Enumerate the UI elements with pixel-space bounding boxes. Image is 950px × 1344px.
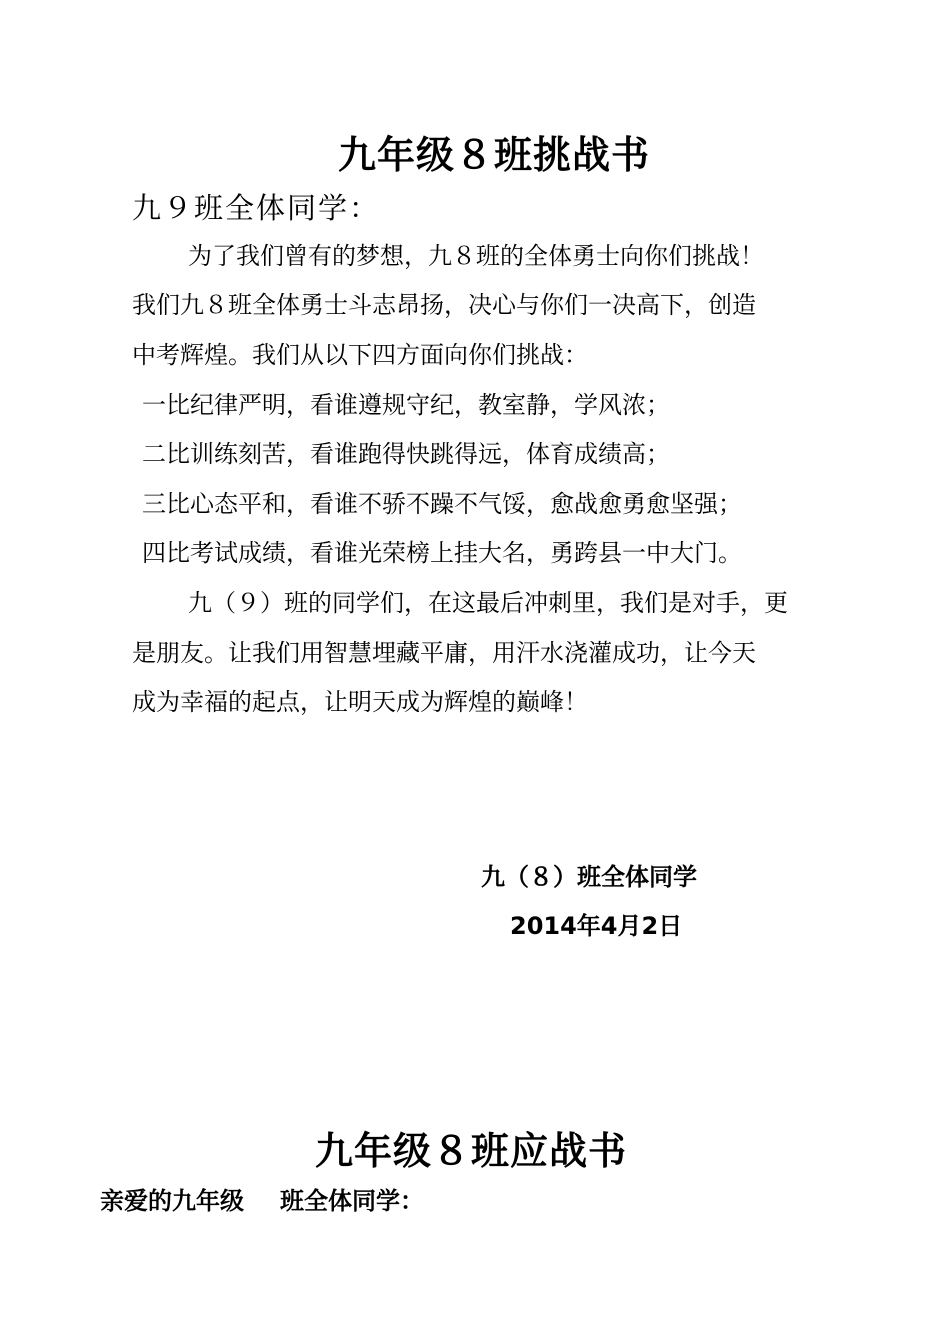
body-line: 中考辉煌。我们从以下四方面向你们挑战： — [132, 341, 588, 369]
body-line: 成为幸福的起点，让明天成为辉煌的巅峰！ — [132, 688, 588, 716]
body-line: 是朋友。让我们用智慧埋藏平庸，用汗水浇灌成功，让今天 — [132, 639, 756, 667]
challenge-signature: 九（８）班全体同学 — [481, 863, 697, 891]
response-salutation-part2: 班全体同学： — [280, 1187, 424, 1215]
body-line: 四比考试成绩，看谁光荣榜上挂大名，勇跨县一中大门。 — [142, 539, 742, 567]
body-line: 三比心态平和，看谁不骄不躁不气馁，愈战愈勇愈坚强； — [142, 490, 742, 518]
response-title: 九年级８班应战书 — [315, 1129, 628, 1173]
challenge-salutation: 九９班全体同学： — [132, 191, 381, 225]
response-salutation — [100, 1185, 424, 1217]
body-line: 一比纪律严明，看谁遵规守纪，教室静，学风浓； — [142, 391, 670, 419]
response-salutation-part1: 亲爱的九年级 — [100, 1187, 244, 1215]
body-line: 九（９）班的同学们，在这最后冲刺里，我们是对手，更 — [188, 589, 788, 617]
challenge-title: 九年级８班挑战书 — [338, 133, 651, 177]
body-line: 为了我们曾有的梦想，九８班的全体勇士向你们挑战！ — [188, 242, 764, 270]
challenge-date: 2014年4月2日 — [510, 912, 683, 940]
body-line: 二比训练刻苦，看谁跑得快跳得远，体育成绩高； — [142, 440, 670, 468]
body-line: 我们九８班全体勇士斗志昂扬，决心与你们一决高下，创造 — [132, 291, 756, 319]
